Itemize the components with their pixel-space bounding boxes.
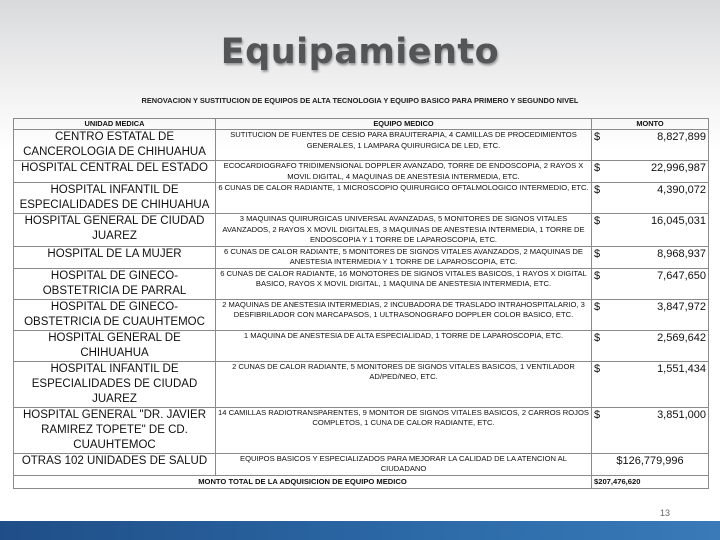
amount-value: 8,827,899 [657,131,706,143]
equipment-table [13,118,709,489]
table-row [14,214,709,247]
currency-symbol: $ [594,247,601,260]
header-equipment: EQUIPO MEDICO [216,119,592,130]
table-row [14,361,709,407]
table-subtitle: RENOVACION Y SUSTITUCION DE EQUIPOS DE ALTA TECNOLOGIA Y EQUIPO BASICO PARA PRIMERO Y SEGUNDO NIVEL [141,96,579,105]
total-row [14,475,709,488]
header-amount: MONTO [592,119,709,130]
header-row [14,119,709,130]
equipment-cell: 2 CUNAS DE CALOR RADIANTE, 5 MONITORES DE SIGNOS VITALES BASICOS, 1 VENTILADOR AD/PED/NEO, ETC. [216,361,592,407]
table-row [14,453,709,475]
unit-cell: HOSPITAL GENERAL "DR. JAVIER RAMIREZ TOPETE" DE CD. CUAUHTEMOC [14,407,216,453]
equipment-cell: ECOCARDIOGRAFO TRIDIMENSIONAL DOPPLER AVANZADO, TORRE DE ENDOSCOPIA, 2 RAYOS X MOVIL DIGITAL, 4 MAQUINAS DE ANESTESIA INTERMEDIA, ETC. [216,161,592,183]
amount-value: 3,847,972 [657,300,706,313]
unit-cell: HOSPITAL INFANTIL DE ESPECIALIDADES DE CIUDAD JUAREZ [14,361,216,407]
total-label: MONTO TOTAL DE LA ADQUISICION DE EQUIPO MEDICO [14,475,592,488]
currency-symbol: $ [594,131,601,143]
page-number: 13 [660,508,671,518]
table-body [14,130,709,476]
amount-value: 7,647,650 [657,269,706,282]
amount-value: 4,390,072 [657,184,706,196]
unit-cell: OTRAS 102 UNIDADES DE SALUD [14,453,216,475]
slide-title: Equipamiento [220,32,500,72]
amount-cell [592,407,709,453]
unit-cell: HOSPITAL DE GINECO-OBSTETRICIA DE CUAUHTEMOC [14,299,216,330]
header-unit: UNIDAD MEDICA [14,119,216,130]
table-row [14,161,709,183]
amount-value: $126,779,996 [616,454,684,467]
amount-cell [592,330,709,361]
amount-cell [592,361,709,407]
table-row [14,330,709,361]
amount-cell [592,299,709,330]
amount-value: 3,851,000 [657,408,706,421]
equipment-cell: 2 MAQUINAS DE ANESTESIA INTERMEDIAS, 2 INCUBADORA DE TRASLADO INTRAHOSPITALARIO, 3 DESFIBRILADOR CON MARCAPASOS, 1 ULTRASONOGRAFO DOPPLER COLOR BASICO, ETC. [216,299,592,330]
amount-cell [592,130,709,161]
footer-bar [0,521,720,540]
total-amount: $207,476,620 [592,475,709,488]
unit-cell: HOSPITAL CENTRAL DEL ESTADO [14,161,216,183]
currency-symbol: $ [594,269,601,282]
unit-cell: HOSPITAL DE LA MUJER [14,246,216,268]
amount-value: 8,968,937 [657,247,706,260]
table-row [14,130,709,161]
table-row [14,407,709,453]
equipment-cell: 14 CAMILLAS RADIOTRANSPARENTES, 9 MONITOR DE SIGNOS VITALES BASICOS, 2 CARROS ROJOS COMPLETOS, 1 CUNA DE CALOR RADIANTE, ETC. [216,407,592,453]
amount-value: 1,551,434 [657,362,706,375]
equipment-cell: SUTITUCION DE FUENTES DE CESIO PARA BRAUITERAPIA, 4 CAMILLAS DE PROCEDIMIENTOS GENERALES, 1 LAMPARA QUIRURGICA DE LED, ETC. [216,130,592,161]
equipment-cell: 6 CUNAS DE CALOR RADIANTE, 16 MONOTORES DE SIGNOS VITALES BASICOS, 1 RAYOS X DIGITAL BASICO, RAYOS X MOVIL DIGITAL, 1 MAQUINA DE ANESTESIA INTERMEDIA, ETC. [216,268,592,299]
unit-cell: CENTRO ESTATAL DE CANCEROLOGIA DE CHIHUAHUA [14,130,216,161]
table-row [14,246,709,268]
currency-symbol: $ [594,162,601,174]
unit-cell: HOSPITAL DE GINECO-OBSTETRICIA DE PARRAL [14,268,216,299]
currency-symbol: $ [594,362,601,375]
equipment-cell: 6 CUNAS DE CALOR RADIANTE, 5 MONITORES DE SIGNOS VITALES AVANZADOS, 2 MAQUINAS DE ANESTESIA INTERMEDIA Y 1 TORRE DE LAPAROSCOPIA, ETC. [216,246,592,268]
unit-cell: HOSPITAL GENERAL DE CHIHUAHUA [14,330,216,361]
currency-symbol: $ [594,331,601,344]
table-row [14,183,709,214]
currency-symbol: $ [594,215,601,227]
amount-cell [592,268,709,299]
equipment-cell: 3 MAQUINAS QUIRURGICAS UNIVERSAL AVANZADAS, 5 MONITORES DE SIGNOS VITALES AVANZADOS, 2 RAYOS X MOVIL DIGITALES, 3 MAQUINAS DE ANESTESIA INTERMEDIA, 1 TORRE DE ENDOSCOPIA Y 1 TORRE DE LAPAROSCOPIA, ETC. [216,214,592,247]
amount-value: 22,996,987 [650,162,706,174]
equipment-cell: 1 MAQUINA DE ANESTESIA DE ALTA ESPECIALIDAD, 1 TORRE DE LAPAROSCOPIA, ETC. [216,330,592,361]
amount-value: 2,569,642 [657,331,706,344]
unit-cell: HOSPITAL GENERAL DE CIUDAD JUAREZ [14,214,216,247]
table-row [14,299,709,330]
table-row [14,268,709,299]
amount-cell [592,246,709,268]
currency-symbol: $ [594,408,601,421]
amount-cell [592,214,709,247]
equipment-cell: EQUIPOS BASICOS Y ESPECIALIZADOS PARA MEJORAR LA CALIDAD DE LA ATENCION AL CIUDADANO [216,453,592,475]
currency-symbol: $ [594,184,601,196]
amount-value: 16,045,031 [650,215,706,227]
amount-cell [592,183,709,214]
currency-symbol: $ [594,300,601,313]
amount-cell [592,453,709,475]
unit-cell: HOSPITAL INFANTIL DE ESPECIALIDADES DE CHIHUAHUA [14,183,216,214]
equipment-cell: 6 CUNAS DE CALOR RADIANTE, 1 MICROSCOPIO QUIRURGICO OFTALMOLOGICO INTERMEDIO, ETC. [216,183,592,214]
amount-cell [592,161,709,183]
